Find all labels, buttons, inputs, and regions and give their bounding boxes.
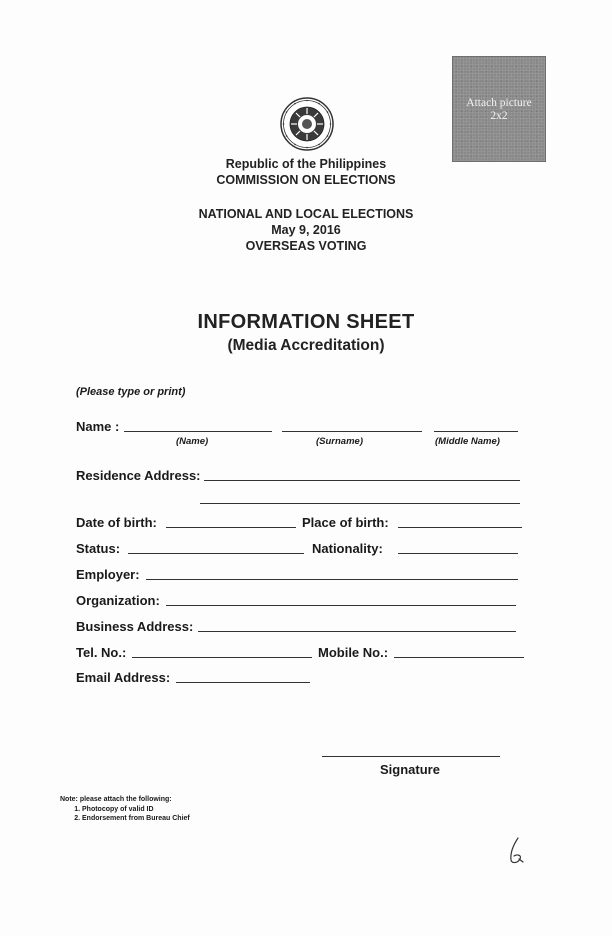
tel-no-label: Tel. No.: (76, 645, 127, 660)
surname-caption: (Surname) (316, 436, 363, 447)
residence-address-line-2[interactable] (200, 503, 520, 504)
comelec-seal-icon (279, 96, 335, 152)
mobile-no-line[interactable] (394, 657, 524, 658)
business-address-line[interactable] (198, 631, 516, 632)
photo-placeholder-box (452, 56, 546, 162)
signature-line[interactable] (322, 756, 500, 757)
residence-address-label: Residence Address: (76, 468, 201, 483)
email-address-line[interactable] (176, 682, 310, 683)
note-heading: Note: please attach the following: (60, 796, 172, 803)
first-name-caption: (Name) (176, 436, 209, 447)
surname-line[interactable] (282, 431, 422, 432)
date-of-birth-line[interactable] (166, 527, 296, 528)
header-agency: COMMISSION ON ELECTIONS (216, 173, 396, 187)
photo-placeholder-line2: 2x2 (490, 110, 508, 122)
photo-placeholder-line1: Attach picture (466, 97, 532, 109)
note-list (60, 805, 190, 824)
employer-label: Employer: (76, 567, 140, 582)
note-item: 1. Photocopy of valid ID (82, 805, 190, 815)
place-of-birth-label: Place of birth: (302, 515, 389, 530)
middle-name-line[interactable] (434, 431, 518, 432)
organization-line[interactable] (166, 605, 516, 606)
tel-no-line[interactable] (132, 657, 312, 658)
header-date: May 9, 2016 (271, 223, 341, 237)
email-address-label: Email Address: (76, 670, 171, 685)
page-subtitle: (Media Accreditation) (227, 337, 385, 354)
first-name-line[interactable] (124, 431, 272, 432)
page-title: INFORMATION SHEET (197, 311, 415, 333)
place-of-birth-line[interactable] (398, 527, 522, 528)
business-address-label: Business Address: (76, 619, 194, 634)
name-label: Name : (76, 419, 120, 434)
photo-placeholder-text (453, 97, 545, 123)
header-election: NATIONAL AND LOCAL ELECTIONS (198, 207, 414, 221)
employer-line[interactable] (146, 579, 518, 580)
residence-address-line-1[interactable] (204, 480, 520, 481)
header-program: OVERSEAS VOTING (245, 239, 367, 253)
header-country: Republic of the Philippines (225, 157, 387, 171)
instruction-text: (Please type or print) (76, 386, 186, 398)
middle-name-caption: (Middle Name) (435, 436, 500, 447)
date-of-birth-label: Date of birth: (76, 515, 157, 530)
handwritten-mark-icon (504, 836, 528, 866)
nationality-line[interactable] (398, 553, 518, 554)
signature-label: Signature (380, 762, 440, 777)
organization-label: Organization: (76, 593, 160, 608)
note-item: 2. Endorsement from Bureau Chief (82, 814, 190, 824)
nationality-label: Nationality: (312, 541, 383, 556)
mobile-no-label: Mobile No.: (318, 645, 389, 660)
status-line[interactable] (128, 553, 304, 554)
attachment-note (60, 795, 190, 824)
status-label: Status: (76, 541, 121, 556)
